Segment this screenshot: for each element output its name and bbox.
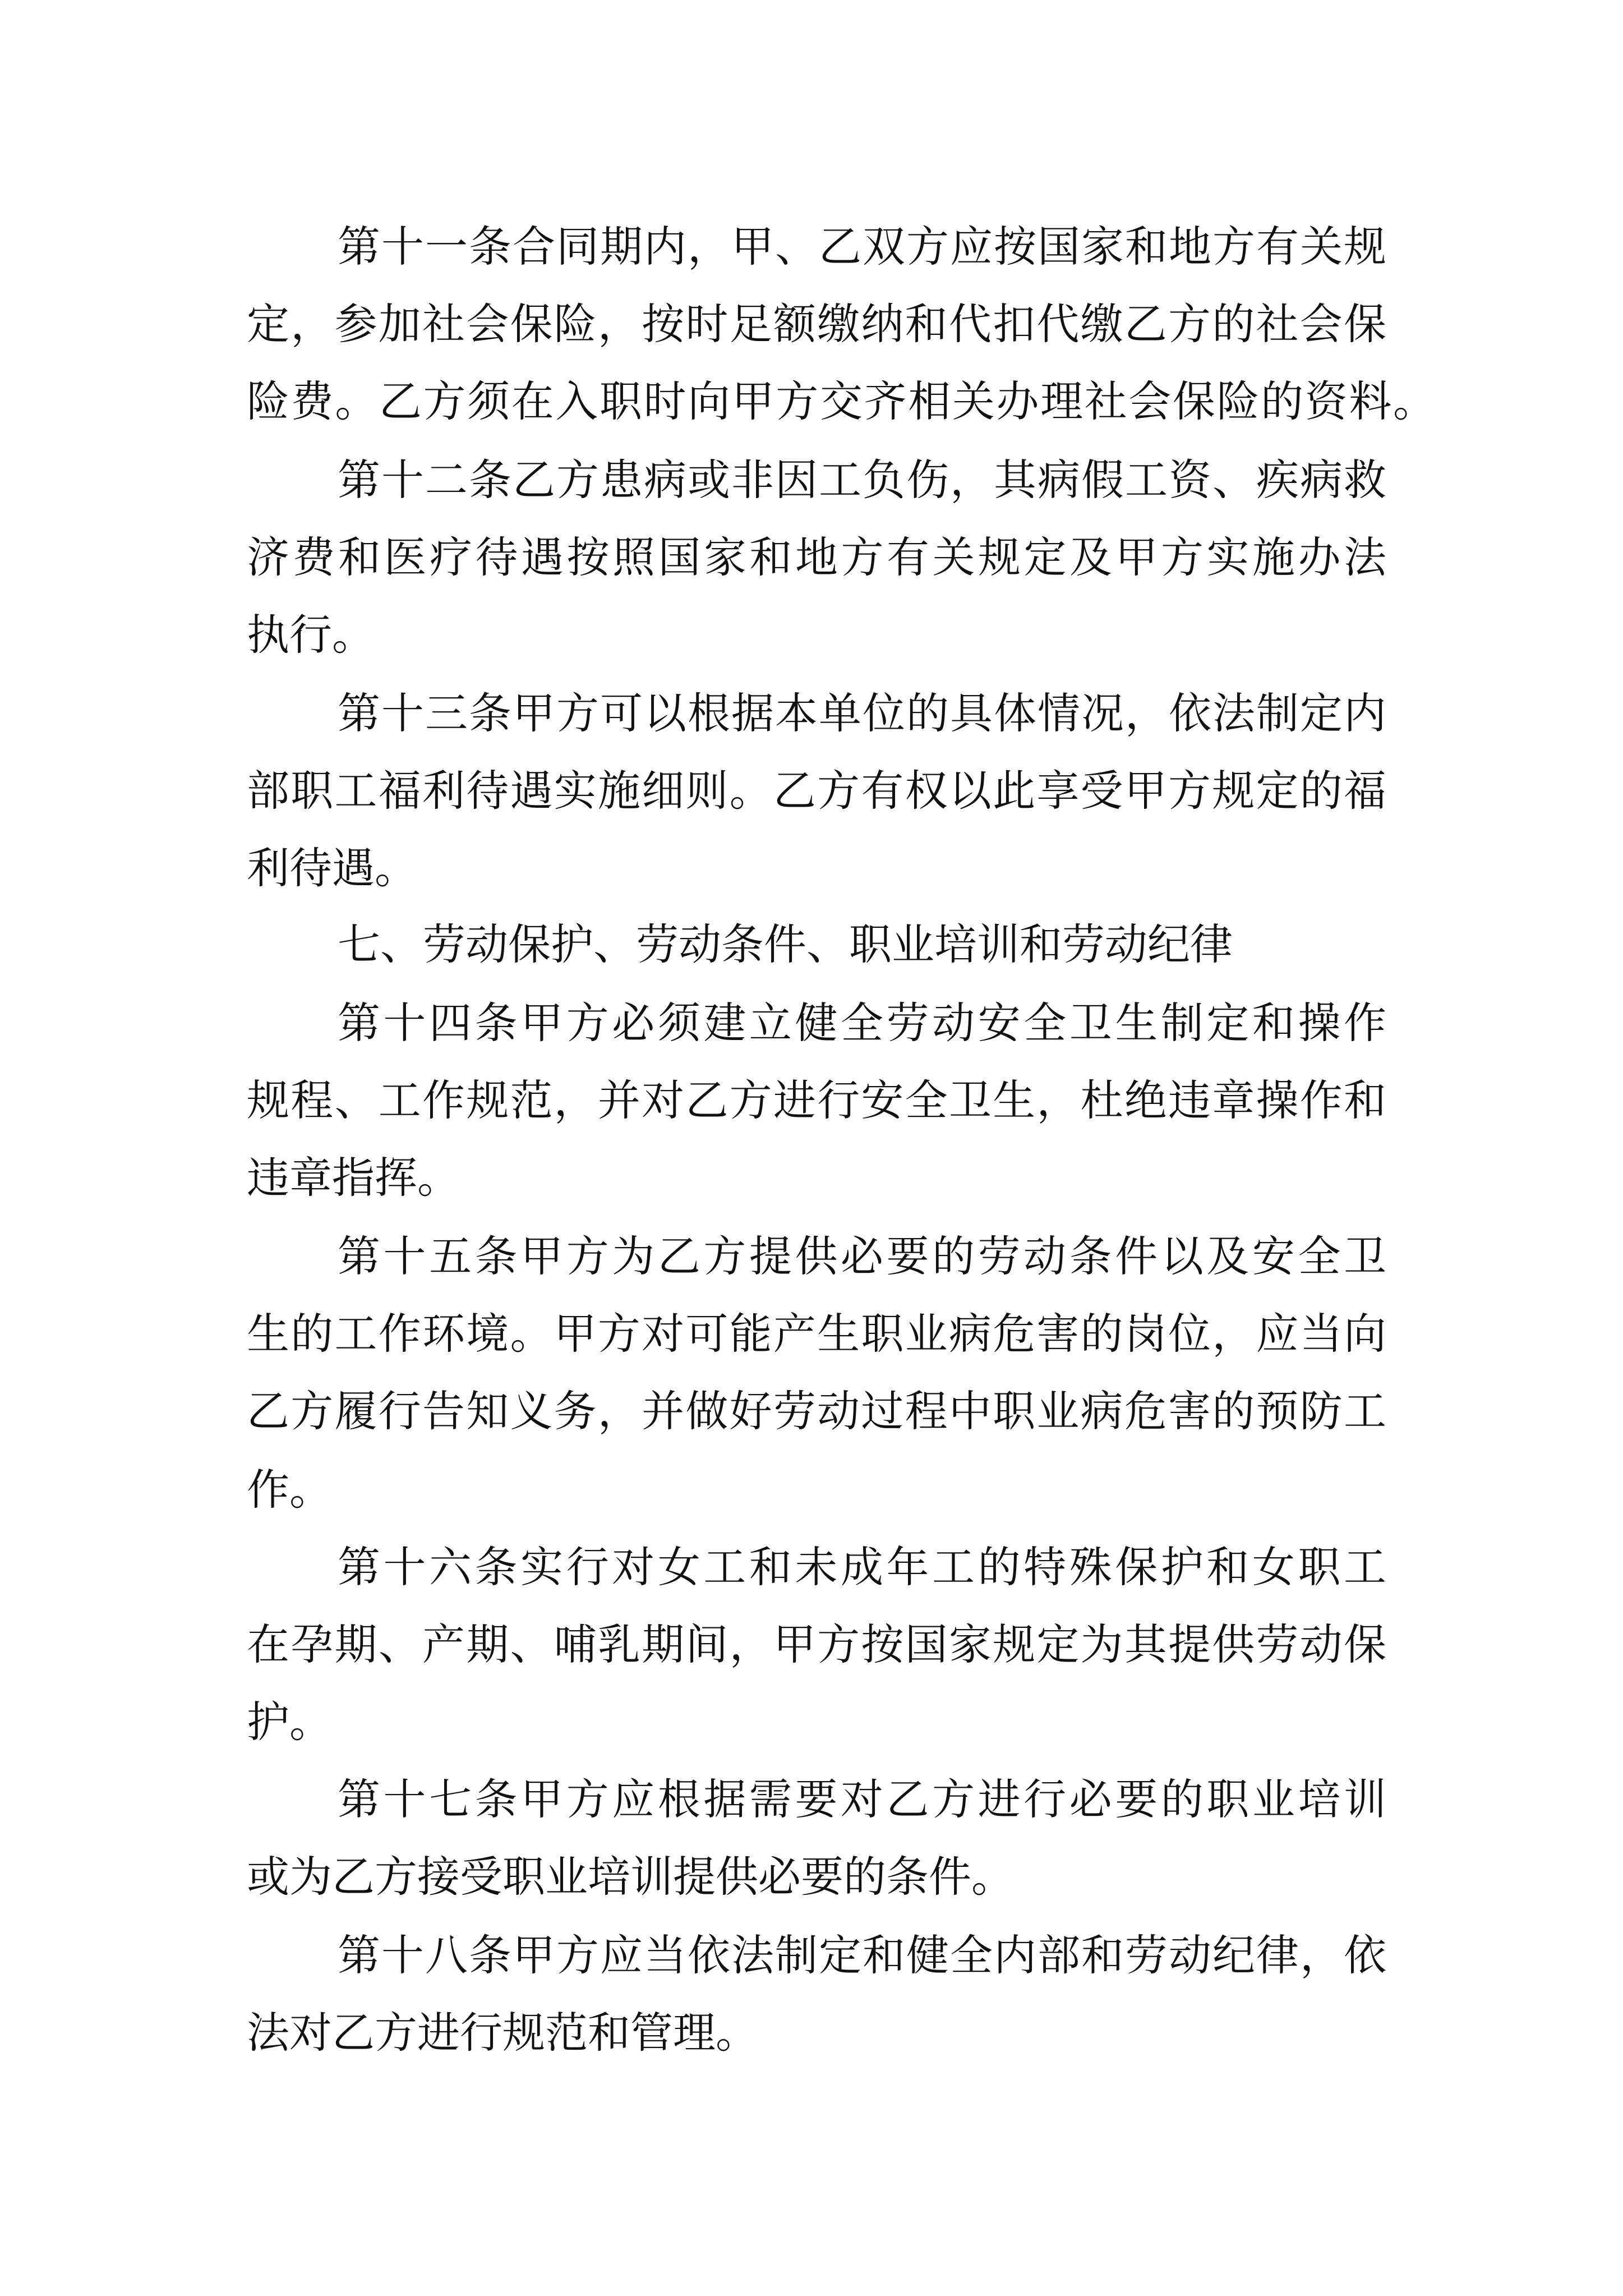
text-line: 护。 (247, 1697, 332, 1747)
text-line: 生的工作环境。甲方对可能产生职业病危害的岗位，应当向 (247, 1309, 1386, 1359)
text-line: 部职工福利待遇实施细则。乙方有权以此享受甲方规定的福 (247, 766, 1386, 816)
text-line: 或为乙方接受职业培训提供必要的条件。 (247, 1852, 1014, 1902)
text-line: 利待遇。 (247, 843, 417, 893)
text-line: 济费和医疗待遇按照国家和地方有关规定及甲方实施办法 (247, 532, 1386, 582)
text-line: 执行。 (247, 610, 375, 660)
text-line: 法对乙方进行规范和管理。 (247, 2008, 758, 2058)
text-line: 违章指挥。 (247, 1153, 460, 1203)
text-line: 定，参加社会保险，按时足额缴纳和代扣代缴乙方的社会保 (247, 299, 1386, 349)
text-line: 作。 (247, 1465, 332, 1515)
text-line: 在孕期、产期、哺乳期间，甲方按国家规定为其提供劳动保 (247, 1619, 1386, 1669)
text-line: 第十五条甲方为乙方提供必要的劳动条件以及安全卫 (338, 1231, 1386, 1281)
section-heading: 七、劳动保护、劳动条件、职业培训和劳动纪律 (338, 919, 1233, 969)
text-line: 第十一条合同期内，甲、乙双方应按国家和地方有关规 (338, 222, 1386, 272)
text-line: 险费。乙方须在入职时向甲方交齐相关办理社会保险的资料。 (247, 376, 1436, 426)
text-line: 第十八条甲方应当依法制定和健全内部和劳动纪律，依 (338, 1930, 1386, 1980)
text-line: 第十二条乙方患病或非因工负伤，其病假工资、疾病救 (338, 455, 1386, 505)
text-line: 第十七条甲方应根据需要对乙方进行必要的职业培训 (338, 1774, 1386, 1824)
text-line: 第十六条实行对女工和未成年工的特殊保护和女职工 (338, 1542, 1386, 1592)
text-line: 第十四条甲方必须建立健全劳动安全卫生制定和操作 (338, 998, 1386, 1048)
text-line: 规程、工作规范，并对乙方进行安全卫生，杜绝违章操作和 (247, 1075, 1386, 1125)
text-line: 第十三条甲方可以根据本单位的具体情况，依法制定内 (338, 688, 1386, 738)
text-line: 乙方履行告知义务，并做好劳动过程中职业病危害的预防工 (247, 1386, 1386, 1436)
